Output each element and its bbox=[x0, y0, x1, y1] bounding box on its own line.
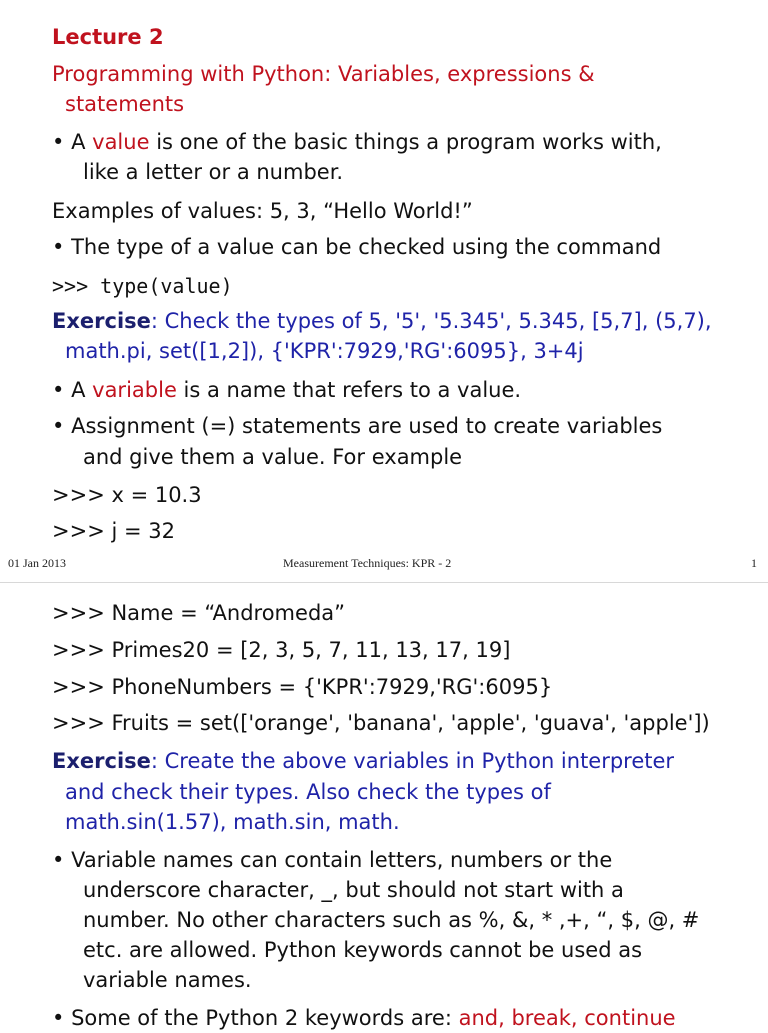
bullet-python-keywords bbox=[52, 1003, 676, 1033]
keyword-list: and, break, continue bbox=[458, 1006, 676, 1030]
exercise-1-line1 bbox=[52, 306, 712, 336]
exercise-label: Exercise bbox=[52, 749, 151, 773]
exercise-text: : Create the above variables in Python interpreter bbox=[150, 749, 675, 773]
code-assign-primes: >>> Primes20 = [2, 3, 5, 7, 11, 13, 17, 19] bbox=[52, 638, 511, 662]
bullet-assignment-line2: and give them a value. For example bbox=[83, 445, 463, 469]
bullet-value-definition bbox=[52, 127, 662, 157]
bullet-variable-names bbox=[52, 845, 612, 875]
bullet-value-definition-line2: like a letter or a number. bbox=[83, 160, 344, 184]
bullet-variable-names-line5: variable names. bbox=[83, 968, 252, 992]
code-assign-name: >>> Name = “Andromeda” bbox=[52, 601, 346, 625]
examples-of-values: Examples of values: 5, 3, “Hello World!” bbox=[52, 199, 473, 223]
term-variable: variable bbox=[92, 378, 177, 402]
bullet-text-pre: A bbox=[71, 130, 86, 154]
code-assign-phonenumbers: >>> PhoneNumbers = {'KPR':7929,'RG':6095} bbox=[52, 675, 553, 699]
bullet-icon: • bbox=[52, 235, 65, 259]
bullet-variable-definition bbox=[52, 375, 521, 405]
bullet-text-pre: A bbox=[71, 378, 86, 402]
bullet-text-post: is one of the basic things a program works with, bbox=[156, 130, 662, 154]
lecture-subtitle-line1: Programming with Python: Variables, expressions & bbox=[52, 62, 595, 86]
bullet-text-post: is a name that refers to a value. bbox=[183, 378, 522, 402]
bullet-type-check bbox=[52, 232, 661, 262]
bullet-icon: • bbox=[52, 1006, 65, 1030]
exercise-1-line2: math.pi, set([1,2]), {'KPR':7929,'RG':6095}, 3+4j bbox=[65, 339, 584, 363]
code-type-command: >>> type(value) bbox=[52, 274, 233, 298]
bullet-icon: • bbox=[52, 378, 65, 402]
exercise-text: : Check the types of 5, '5', '5.345', 5.345, [5,7], (5,7), bbox=[150, 309, 712, 333]
footer-course: Measurement Techniques: KPR - 2 bbox=[283, 556, 452, 570]
bullet-variable-names-line3: number. No other characters such as %, &, * ,+, “, $, @, # bbox=[83, 908, 700, 932]
code-assign-fruits: >>> Fruits = set(['orange', 'banana', 'apple', 'guava', 'apple']) bbox=[52, 711, 710, 735]
slide-page-2 bbox=[0, 583, 768, 1030]
code-assign-j: >>> j = 32 bbox=[52, 519, 175, 543]
term-value: value bbox=[92, 130, 150, 154]
exercise-2-line2: and check their types. Also check the types of bbox=[65, 780, 551, 804]
exercise-2-line1 bbox=[52, 746, 674, 776]
bullet-icon: • bbox=[52, 130, 65, 154]
bullet-assignment bbox=[52, 411, 662, 441]
footer-date: 01 Jan 2013 bbox=[8, 556, 66, 570]
bullet-variable-names-line2: underscore character, _, but should not start with a bbox=[83, 878, 624, 902]
footer-page-number: 1 bbox=[751, 556, 757, 570]
lecture-subtitle-line2: statements bbox=[65, 92, 185, 116]
exercise-label: Exercise bbox=[52, 309, 151, 333]
exercise-2-line3: math.sin(1.57), math.sin, math. bbox=[65, 810, 400, 834]
bullet-variable-names-line4: etc. are allowed. Python keywords cannot be used as bbox=[83, 938, 643, 962]
bullet-icon: • bbox=[52, 848, 65, 872]
bullet-text: The type of a value can be checked using the command bbox=[71, 235, 662, 259]
bullet-icon: • bbox=[52, 414, 65, 438]
lecture-title: Lecture 2 bbox=[52, 25, 164, 49]
bullet-text: Assignment (=) statements are used to create variables bbox=[71, 414, 663, 438]
code-assign-x: >>> x = 10.3 bbox=[52, 483, 202, 507]
bullet-text: Variable names can contain letters, numbers or the bbox=[71, 848, 613, 872]
bullet-text: Some of the Python 2 keywords are: bbox=[71, 1006, 452, 1030]
